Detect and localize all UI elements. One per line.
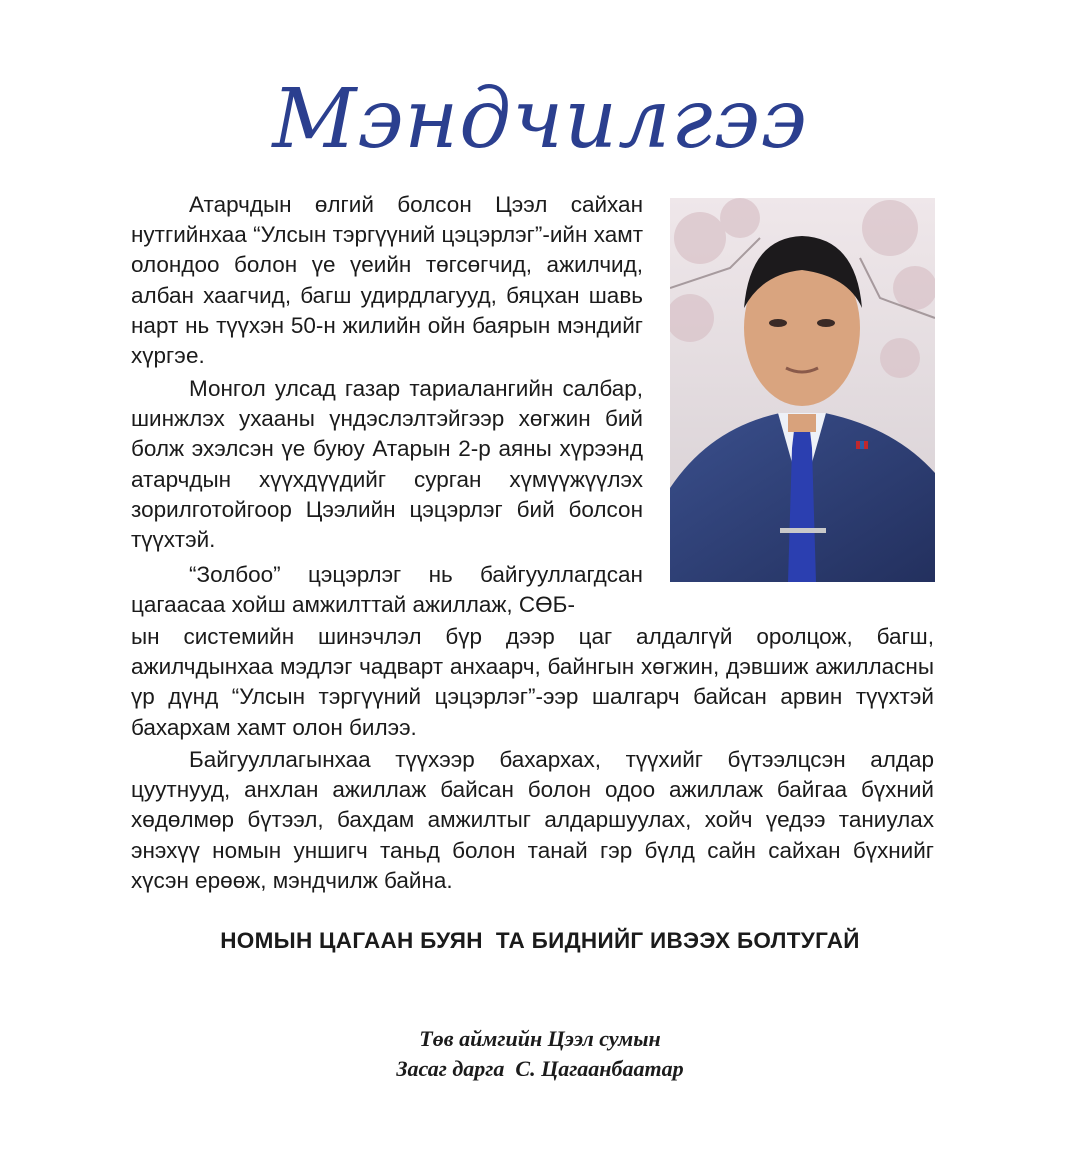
greeting-paragraph-3-end [131,622,934,743]
paragraph-1-text: Атарчдын өлгий болсон Цээл сайхан нутгийнхаа “Улсын тэргүүний цэцэрлэг”-ийн хамт олондоо болон үе үеийн төгсөгчид, ажилчид, албан хаагчид, багш удирдлагууд, бяцхан шавь нарт нь түүхэн 50-н жилийн ойн баярын мэндийг хүргэе. [131,192,643,369]
paragraph-3-start-text: “Золбоо” цэцэрлэг нь байгууллагдсан цагаасаа хойш амжилттай ажиллаж, СӨБ- [131,562,643,618]
greeting-paragraph-1 [131,190,643,371]
portrait-photo [670,198,935,582]
page-title: Мэндчилгээ [272,72,808,167]
paragraph-3-end-text: ын системийн шинэчлэл бүр дээр цаг алдалгүй оролцож, багш, ажилчдынхаа мэдлэг чадварт анхаарч, байнгын хөгжин, дэвшиж ажилласны үр дүнд “Улсын тэргүүний цэцэрлэг”-ээр шалгарч байсан арвин түүхтэй бахархам хамт олон билээ. [131,624,934,740]
motto: НОМЫН ЦАГААН БУЯН ТА БИДНИЙГ ИВЭЭХ БОЛТУГАЙ [220,928,860,953]
greeting-paragraph-2 [131,374,643,555]
signature-line-1: Төв аймгийн Цээл сумын [419,1026,661,1051]
signature-line-2: Засаг дарга С. Цагаанбаатар [396,1056,684,1081]
greeting-paragraph-3-start [131,560,643,620]
paragraph-2-text: Монгол улсад газар тариалангийн салбар, шинжлэх ухааны үндэслэлтэйгээр хөгжин бий болж эхэлсэн үе буюу Атарын 2-р аяны хүрээнд атарчдын хүүхдүүдийг сурган хүмүүжүүлэх зорилготойгоор Цээлийн цэцэрлэг бий болсон түүхтэй. [131,376,643,553]
greeting-paragraph-4 [131,745,934,896]
paragraph-4-text: Байгууллагынхаа түүхээр бахархах, түүхийг бүтээлцсэн алдар цуутнууд, анхлан ажиллаж байсан болон одоо ажиллаж байгаа бүхний хөдөлмөр бүтээл, бахдам амжилтыг алдаршуулах, хойч үедээ таниулах энэхүү номын уншигч таньд болон танай гэр бүлд сайн сайхан бүхнийг хүсэн ерөөж, мэндчилж байна. [131,747,934,893]
